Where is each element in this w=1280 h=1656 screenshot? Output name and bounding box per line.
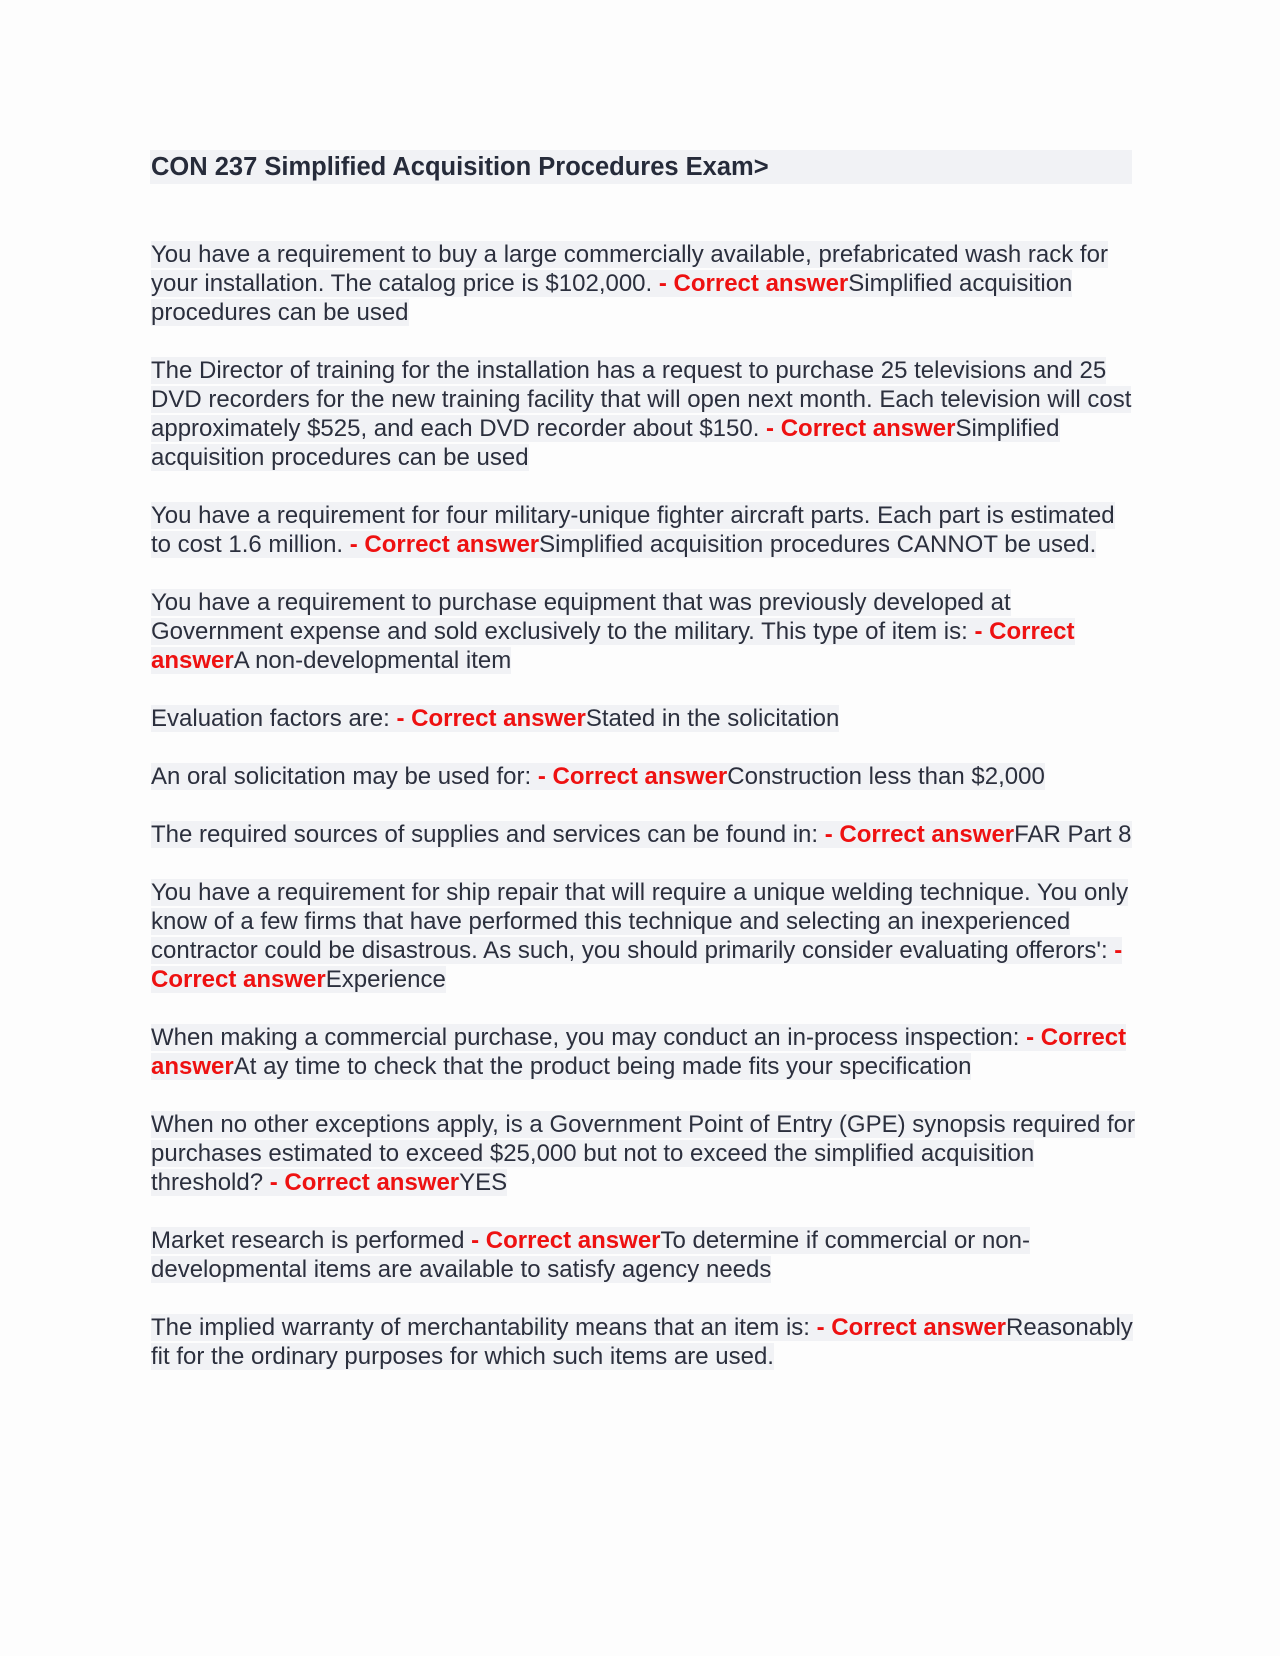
answer-text: A non-developmental item (233, 647, 512, 674)
correct-answer-marker: - Correct answer (151, 618, 1075, 674)
correct-answer-marker: - Correct answer (151, 937, 1123, 993)
qa-item (151, 704, 1141, 733)
qa-item (151, 1313, 1141, 1371)
qa-item (151, 1023, 1141, 1081)
qa-item (151, 762, 1141, 791)
correct-answer-marker: - Correct answer (349, 531, 540, 558)
question-text: You have a requirement to buy a large commercially available, prefabricated wash rack for your installation. The catalog price is $102,000. (151, 241, 1108, 297)
answer-text: To determine if commercial or non-developmental items are available to satisfy agency needs (151, 1227, 1030, 1283)
question-text: You have a requirement for ship repair that will require a unique welding technique. You only know of a few firms that have performed this technique and selecting an inexperienced contractor could be disastrous. As such, you should primarily consider evaluating offerors': (151, 879, 1129, 964)
qa-item (151, 820, 1141, 849)
question-text: An oral solicitation may be used for: (151, 763, 538, 790)
correct-answer-marker: - Correct answer (471, 1227, 661, 1254)
answer-text: Simplified acquisition procedures CANNOT be used. (539, 531, 1097, 558)
answer-text: FAR Part 8 (1014, 821, 1132, 848)
answer-text: Simplified acquisition procedures can be used (151, 270, 1073, 326)
qa-item (151, 501, 1141, 559)
question-text: You have a requirement to purchase equipment that was previously developed at Government expense and sold exclusively to the military. This type of item is: (151, 589, 1011, 645)
question-text: The required sources of supplies and services can be found in: (151, 821, 825, 848)
correct-answer-marker: - Correct answer (816, 1314, 1007, 1341)
question-text: Market research is performed (151, 1227, 472, 1254)
qa-item (151, 240, 1141, 327)
answer-text: YES (459, 1169, 508, 1196)
correct-answer-marker: - Correct answer (151, 1024, 1127, 1080)
question-text: When making a commercial purchase, you may conduct an in-process inspection: (151, 1024, 1027, 1051)
qa-list (151, 240, 1141, 1400)
document-title: CON 237 Simplified Acquisition Procedures Exam> (151, 153, 769, 181)
question-text: You have a requirement for four military-unique fighter aircraft parts. Each part is estimated to cost 1.6 million. (151, 502, 1115, 558)
qa-item (151, 588, 1141, 675)
correct-answer-marker: - Correct answer (269, 1169, 460, 1196)
correct-answer-marker: - Correct answer (658, 270, 849, 297)
answer-text: At ay time to check that the product being made fits your specification (233, 1053, 972, 1080)
answer-text: Experience (325, 966, 446, 993)
question-text: The implied warranty of merchantability means that an item is: (151, 1314, 817, 1341)
question-text: When no other exceptions apply, is a Government Point of Entry (GPE) synopsis required for purchases estimated to exceed $25,000 but not to exceed the simplified acquisition threshold? (151, 1111, 1136, 1196)
qa-item (151, 1110, 1141, 1197)
correct-answer-marker: - Correct answer (824, 821, 1015, 848)
question-text: Evaluation factors are: (151, 705, 397, 732)
correct-answer-marker: - Correct answer (537, 763, 728, 790)
question-text: The Director of training for the installation has a request to purchase 25 televisions and 25 DVD recorders for the new training facility that will open next month. Each television will cost approximately $525, and each DVD recorder about $150. (151, 357, 1132, 442)
answer-text: Simplified acquisition procedures can be used (151, 415, 1060, 471)
qa-item (151, 1226, 1141, 1284)
qa-item (151, 356, 1141, 472)
answer-text: Construction less than $2,000 (727, 763, 1045, 790)
correct-answer-marker: - Correct answer (766, 415, 956, 442)
qa-item (151, 878, 1141, 994)
answer-text: Stated in the solicitation (585, 705, 840, 732)
correct-answer-marker: - Correct answer (396, 705, 586, 732)
answer-text: Reasonably fit for the ordinary purposes for which such items are used. (151, 1314, 1133, 1370)
